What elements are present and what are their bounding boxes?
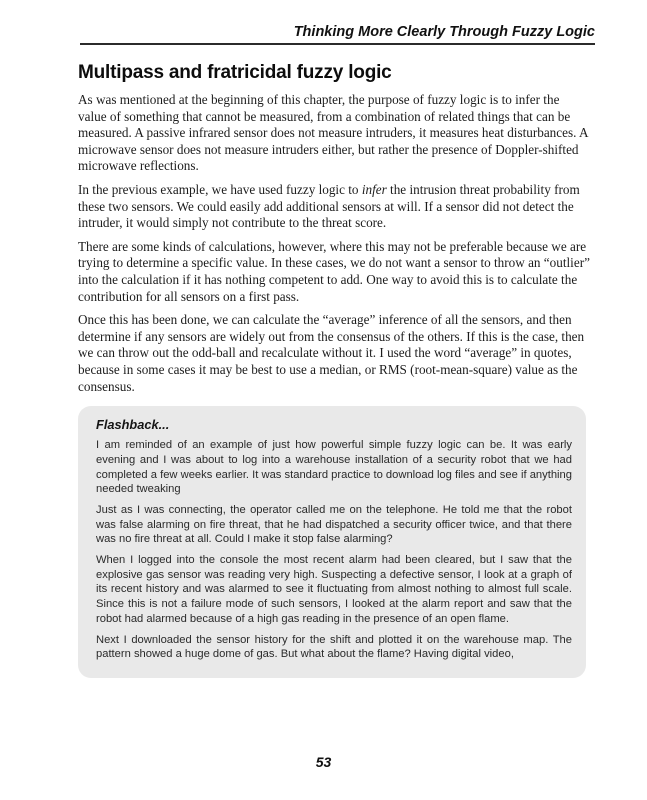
- body-paragraph: [78, 182, 591, 232]
- running-header-title: Thinking More Clearly Through Fuzzy Logic: [293, 24, 595, 40]
- flashback-paragraph: I am reminded of an example of just how powerful simple fuzzy logic can be. It was early evening and I was about to log into a warehouse installation of a security robot that we had completed a few weeks earlier. It was standard practice to download log files and see if anything needed tweaking: [96, 439, 572, 496]
- section-heading: Multipass and fratricidal fuzzy logic: [78, 62, 392, 83]
- body-paragraph: As was mentioned at the beginning of this chapter, the purpose of fuzzy logic is to infer the value of something that cannot be measured, from a combination of related things that can be measured. A passive infrared sensor does not measure intruders, it measures heat disturbances. A microwave sensor does not measure intruders either, but rather the presence of Doppler-shifted microwave reflections.: [78, 92, 588, 174]
- page-number: 53: [315, 754, 332, 770]
- paragraph-text: In the previous example, we have used fuzzy logic to: [78, 181, 362, 197]
- running-header: [80, 24, 595, 45]
- flashback-title: Flashback...: [96, 417, 170, 433]
- body-paragraph: Once this has been done, we can calculate the “average” inference of all the sensors, and then determine if any sensors are widely out from the consensus of the others. If this is the case, then we can throw out the odd-ball and recalculate without it. I used the word “average” in quotes, because in some cases it may be best to use a median, or RMS (root-mean-square) value as the consensus.: [78, 312, 585, 394]
- page-content: [78, 62, 591, 678]
- paragraph-text: the intrusion threat probability from these two sensors. We could easily add additional sensors at will. If a sensor did not detect the intruder, it would simply not contribute to the threat score.: [78, 181, 580, 231]
- flashback-paragraph: Just as I was connecting, the operator called me on the telephone. He told me that the robot was false alarming on fire threat, that he had dispatched a security officer twice, and that there was no fire threat at all. Could I make it stop false alarming?: [96, 503, 572, 546]
- flashback-box: [78, 406, 586, 678]
- italic-word: infer: [361, 181, 387, 197]
- flashback-paragraph: When I logged into the console the most recent alarm had been cleared, but I saw that the explosive gas sensor was reading very high. Suspecting a defective sensor, I look at a graph of its recent history and was alarmed to see it fluctuating from almost nothing to almost full scale. Since this is not a failure mode of such sensors, I looked at the alarm report and saw that the robot had alarmed because of a high gas reading in the presence of an open flame.: [96, 554, 572, 625]
- page-footer: [0, 754, 647, 772]
- body-paragraph: There are some kinds of calculations, however, where this may not be preferable because we are trying to determine a specific value. In these cases, we do not want a sensor to throw an “outlier” into the calculation if it has nothing competent to add. One way to avoid this is to calculate the contribution for all sensors on a first pass.: [78, 238, 590, 304]
- flashback-paragraph: Next I downloaded the sensor history for the shift and plotted it on the warehouse map. The pattern showed a huge dome of gas. But what about the flame? Having digital video,: [96, 633, 572, 661]
- header-rule: [80, 43, 595, 45]
